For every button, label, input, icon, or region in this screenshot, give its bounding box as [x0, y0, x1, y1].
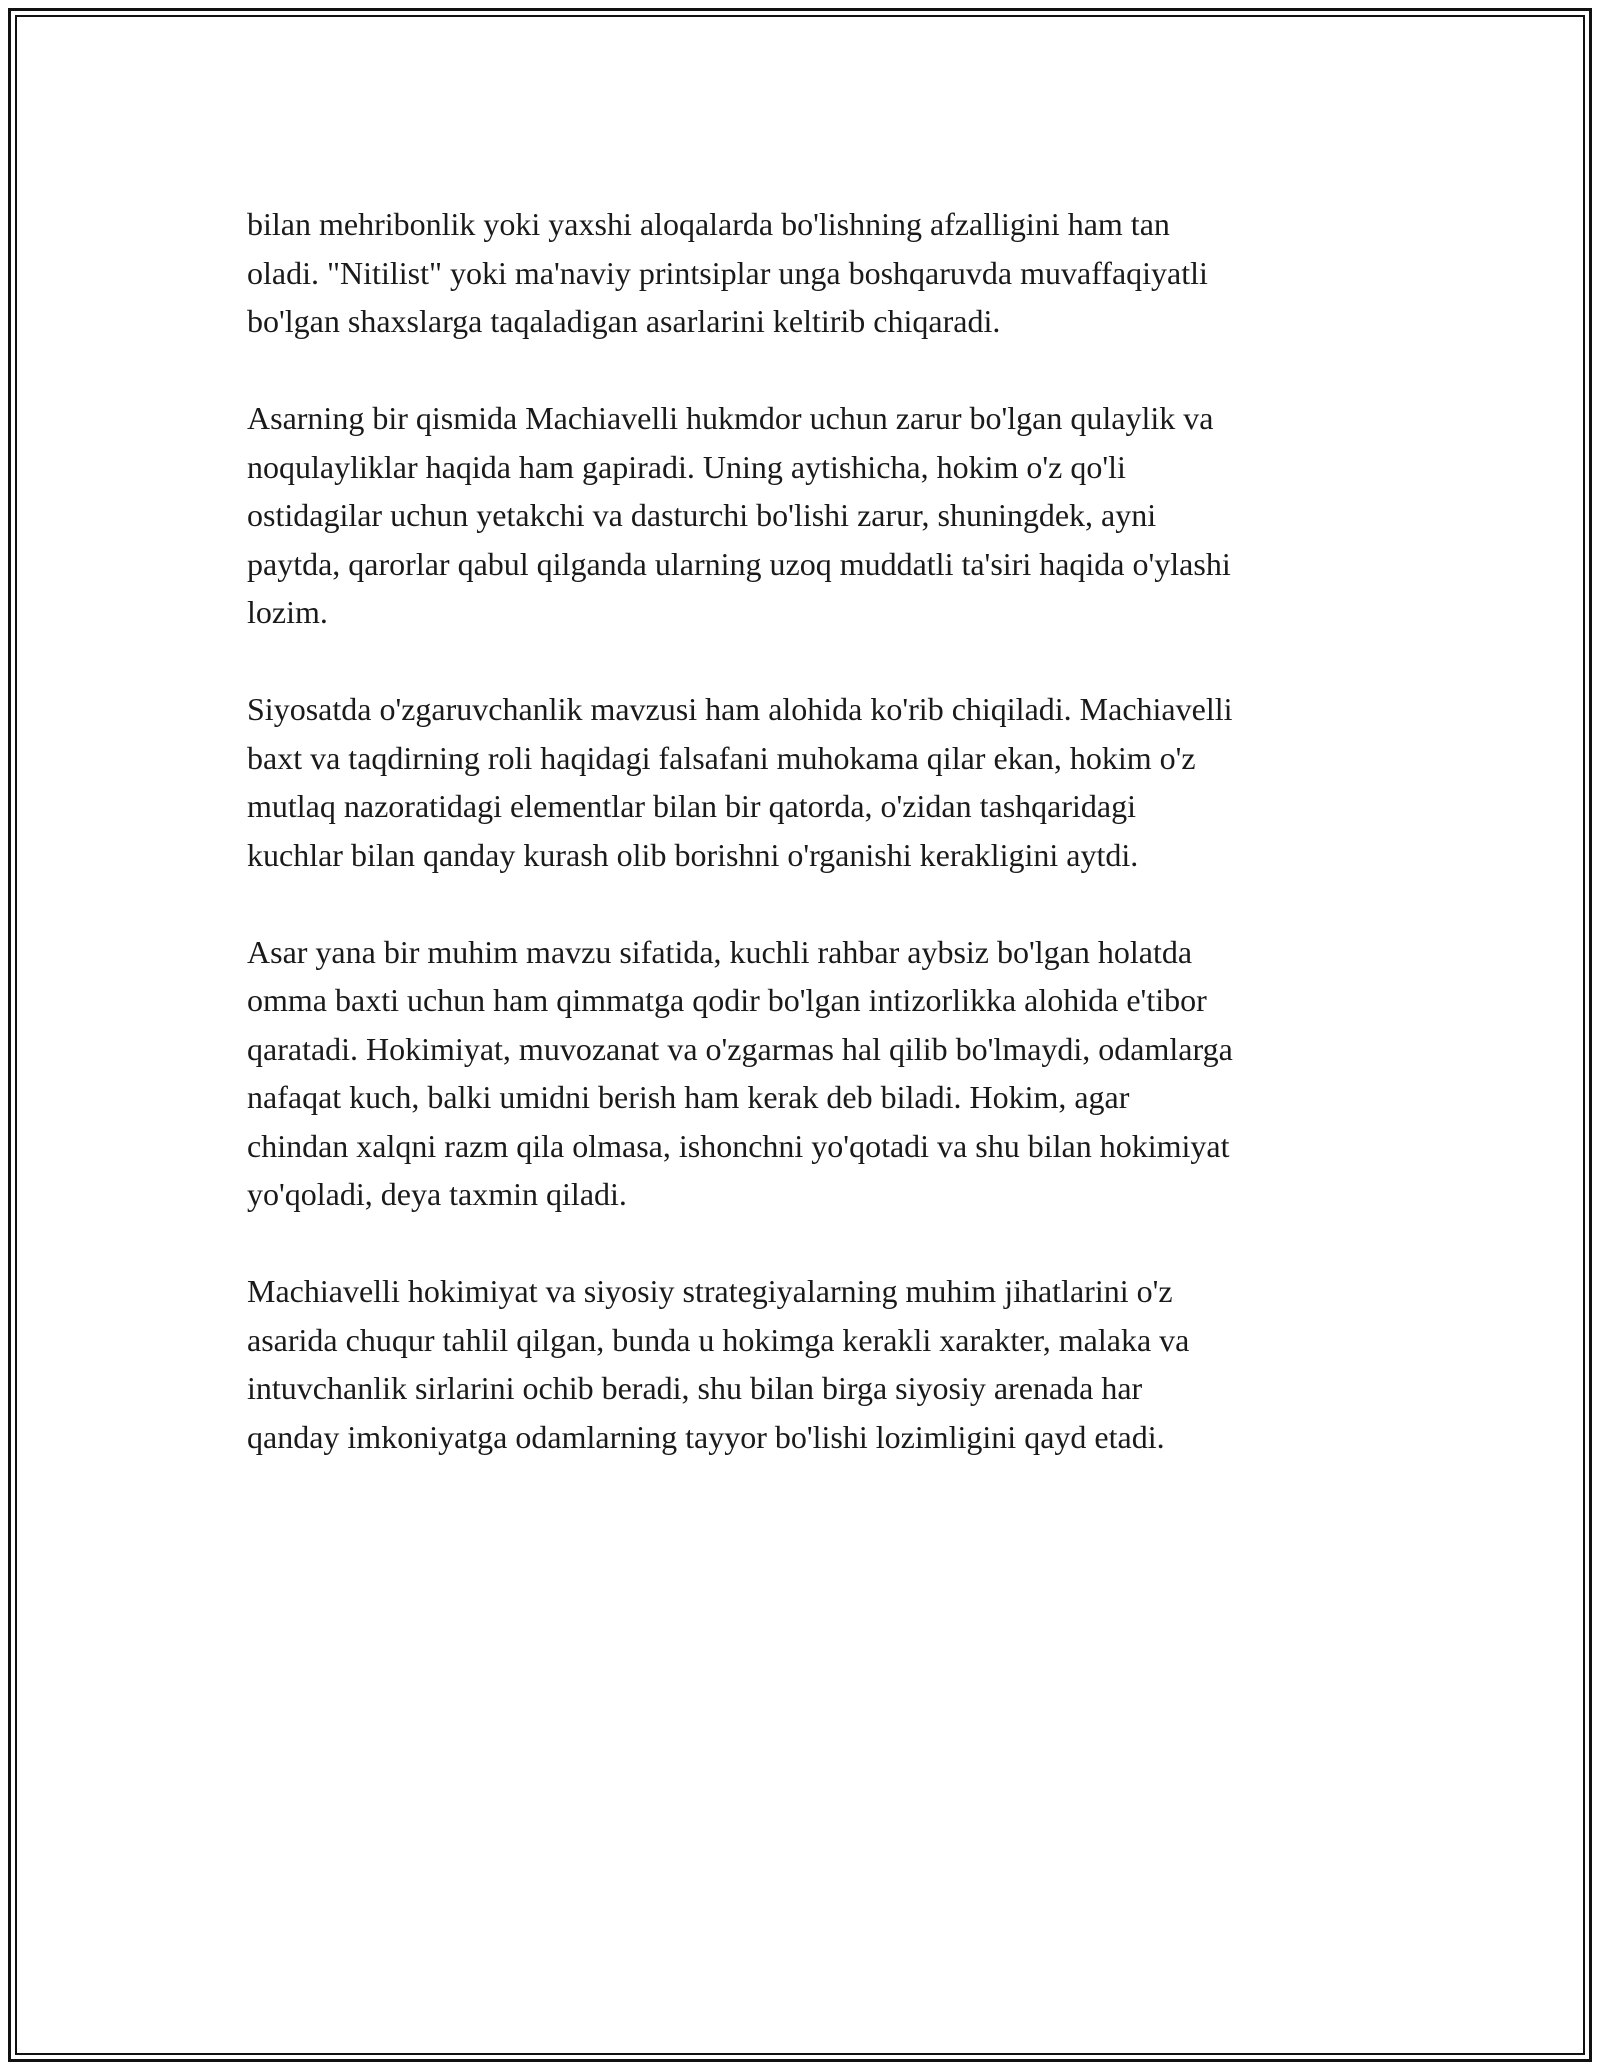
paragraph-1: bilan mehribonlik yoki yaxshi aloqalarda bo'lishning afzalligini ham tan oladi. "Nitilist" yoki ma'naviy printsiplar unga boshqaruvda muvaffaqiyatli bo'lgan shaxslarga taqaladigan asarlarini keltirib chiqaradi. — [247, 206, 1208, 339]
paragraph-4: Asar yana bir muhim mavzu sifatida, kuchli rahbar aybsiz bo'lgan holatda omma baxti uchun ham qimmatga qodir bo'lgan intizorlikka alohida e'tibor qaratadi. Hokimiyat, muvozanat va o'zgarmas hal qilib bo'lmaydi, odamlarga nafaqat kuch, balki umidni berish ham kerak deb biladi. Hokim, agar chindan xalqni razm qila olmasa, ishonchni yo'qotadi va shu bilan hokimiyat yo'qoladi, deya taxmin qiladi. — [247, 933, 1233, 1212]
paragraph-2: Asarning bir qismida Machiavelli hukmdor uchun zarur bo'lgan qulaylik va noqulayliklar haqida ham gapiradi. Uning aytishicha, hokim o'z qo'li ostidagilar uchun yetakchi va dasturchi bo'lishi zarur, shuningdek, ayni paytda, qarorlar qabul qilganda ularning uzoq muddatli ta'siri haqida o'ylashi lozim. — [247, 400, 1231, 630]
paragraph-3: Siyosatda o'zgaruvchanlik mavzusi ham alohida ko'rib chiqiladi. Machiavelli baxt va taqdirning roli haqidagi falsafani muhokama qilar ekan, hokim o'z mutlaq nazoratidagi elementlar bilan bir qatorda, o'zidan tashqaridagi kuchlar bilan qanday kurash olib borishni o'rganishi kerakligini aytdi. — [247, 691, 1233, 873]
paragraph-5: Machiavelli hokimiyat va siyosiy strategiyalarning muhim jihatlarini o'z asarida chuqur tahlil qilgan, bunda u hokimga kerakli xarakter, malaka va intuvchanlik sirlarini ochib beradi, shu bilan birga siyosiy arenada har qanday imkoniyatga odamlarning tayyor bo'lishi lozimligini qayd etadi. — [247, 1273, 1190, 1455]
document-body — [247, 200, 1397, 1461]
page-frame — [8, 8, 1592, 2062]
